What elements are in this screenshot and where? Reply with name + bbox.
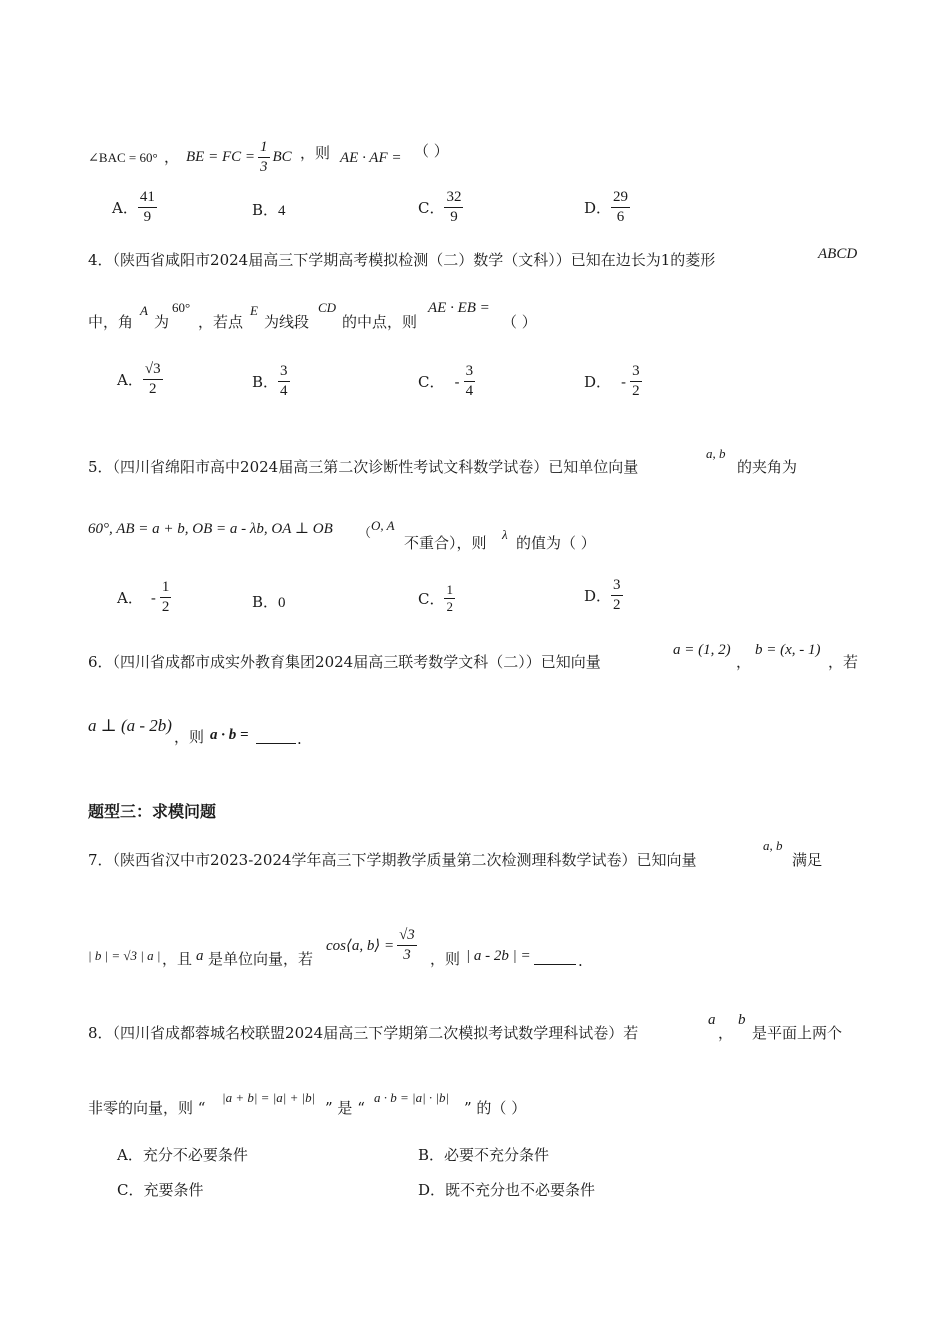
- q3-equal-condition: [186, 138, 292, 177]
- q6-vector-a: a = (1, 2): [673, 642, 731, 658]
- q8-expression-2: a · b = |a| · |b|: [374, 1090, 450, 1105]
- q3-bc: BC: [272, 149, 292, 165]
- q3-paren: （ ）: [414, 142, 449, 160]
- q6-dot-product: a · b =: [210, 727, 249, 743]
- q7-mid2: 是单位向量，若: [208, 950, 314, 968]
- q5-option-a[interactable]: A． - $\frac{1}{2}$: [117, 579, 170, 615]
- q4-stem-line1: 4．（陕西省咸阳市2024届高三下学期高考模拟检测（二）数学（文科））已知在边长为1的菱形: [88, 251, 716, 269]
- q5-option-c[interactable]: C． $\frac{1}{2}$: [418, 582, 453, 614]
- q5-condition: 60°, AB = a + b, OB = a - λb, OA ⊥ OB: [88, 521, 333, 537]
- q3-dot-expression: AE · AF =: [340, 150, 402, 166]
- q8-a-var: a: [708, 1012, 716, 1028]
- q8-option-b[interactable]: B．必要不充分条件: [418, 1146, 550, 1164]
- q7-number: 7．: [88, 851, 113, 869]
- q8-option-a[interactable]: A．充分不必要条件: [117, 1146, 248, 1164]
- q8-number: 8．: [88, 1024, 113, 1042]
- q6-perp-condition: a ⊥ (a - 2b): [88, 716, 172, 735]
- q3-option-d[interactable]: D． $\frac{29}{6}$: [584, 189, 629, 225]
- q4-option-a[interactable]: A． $\frac{√3}{2}$: [117, 361, 161, 397]
- q8-line2-b: ” 是 “: [325, 1099, 365, 1117]
- q4-dot-expression: AE · EB =: [428, 300, 490, 316]
- q7-line1-end: 满足: [792, 851, 823, 869]
- q6-vector-b: b = (x, - 1): [755, 642, 821, 658]
- q7-end: .: [578, 952, 583, 970]
- q8-line2-c: ” 的（ ）: [464, 1099, 527, 1117]
- q4-option-c[interactable]: C． - $\frac{3}{4}$: [418, 363, 474, 399]
- q7-answer-blank[interactable]: [534, 948, 576, 965]
- q5-tail: 的值为（ ）: [516, 534, 596, 552]
- q7-cos-fraction: $\frac{√3}{3}$: [399, 927, 415, 963]
- q5-number: 5．: [88, 458, 113, 476]
- q3-be-fc: BE = FC =: [186, 149, 255, 165]
- q8-option-d[interactable]: D．既不充分也不必要条件: [418, 1181, 596, 1199]
- q6-comma: ，: [736, 653, 752, 671]
- q3-separator: ，: [164, 148, 180, 166]
- q8-expression-1: |a + b| = |a| + |b|: [222, 1090, 316, 1105]
- q7-cos-expr: cos⟨a, b⟩ =: [326, 938, 395, 954]
- q4-angle-value: 60°: [172, 300, 191, 315]
- q6-number: 6．: [88, 653, 113, 671]
- q8-b-var: b: [738, 1012, 746, 1028]
- q4-text-d: 为线段: [264, 313, 310, 331]
- q5-paren-open: （: [358, 526, 372, 541]
- q8-line1-end: 是平面上两个: [752, 1024, 843, 1042]
- q8-line2-a: 非零的向量，则 “: [88, 1099, 206, 1117]
- q4-text-b: 为: [154, 313, 170, 331]
- q7-mid: ，且: [162, 950, 193, 968]
- q7-vectors-ab: a, b: [763, 838, 783, 853]
- q3-option-c[interactable]: C． $\frac{32}{9}$: [418, 189, 462, 225]
- q7-a-var: a: [196, 948, 204, 964]
- q8-option-c[interactable]: C．充要条件: [117, 1181, 204, 1199]
- q7-stem-line1: 7．（陕西省汉中市2023-2024学年高三下学期教学质量第二次检测理科数学试卷）已知向量: [88, 851, 697, 869]
- q4-text-c: ，若点: [198, 313, 244, 331]
- q5-line1-end: 的夹角为: [737, 458, 798, 476]
- q6-answer-blank[interactable]: [256, 727, 296, 744]
- q4-option-d[interactable]: D． - $\frac{3}{2}$: [584, 363, 640, 399]
- q4-point-e: E: [250, 303, 258, 318]
- q6-then: ，则: [174, 728, 205, 746]
- q3-fraction-one-third: $\frac{1}{3}$: [260, 139, 268, 175]
- q3-then: ，则: [300, 144, 331, 162]
- q5-stem-line1: 5．（四川省绵阳市高中2024届高三第二次诊断性考试文科数学试卷）已知单位向量: [88, 458, 639, 476]
- q5-points-oa: O, A: [371, 518, 395, 533]
- q4-abcd: ABCD: [818, 246, 858, 262]
- q4-segment-cd: CD: [318, 300, 337, 315]
- q8-comma: ，: [718, 1024, 734, 1042]
- q6-end: .: [297, 730, 302, 748]
- q5-vectors-ab: a, b: [706, 446, 726, 461]
- q6-ruo: ，若: [828, 653, 859, 671]
- q7-cos-condition: [326, 926, 417, 965]
- q3-angle-condition: ∠BAC = 60°: [88, 150, 158, 165]
- q3-option-b[interactable]: B．4: [252, 201, 286, 219]
- q4-paren: （ ）: [502, 313, 537, 331]
- q7-modulus-expr: | a - 2b | =: [466, 948, 531, 964]
- q8-stem-line1: 8．（四川省成都蓉城名校联盟2024届高三下学期第二次模拟考试数学理科试卷）若: [88, 1024, 639, 1042]
- section-title: 题型三：求模问题: [88, 802, 217, 821]
- q3-option-a[interactable]: A． $\frac{41}{9}$: [112, 189, 155, 225]
- q5-cond-tail: 不重合），则: [404, 534, 487, 552]
- q5-lambda: λ: [502, 527, 508, 542]
- q5-option-d[interactable]: D． $\frac{3}{2}$: [584, 577, 621, 613]
- q5-option-b[interactable]: B．0: [252, 593, 286, 611]
- q6-stem-line1: 6．（四川省成都市成实外教育集团2024届高三联考数学文科（二））已知向量: [88, 653, 601, 671]
- q4-angle-a: A: [140, 303, 148, 318]
- q4-text-a: 中，角: [88, 313, 134, 331]
- q4-text-e: 的中点，则: [342, 313, 418, 331]
- q7-condition: | b | = √3 | a |: [88, 948, 161, 963]
- q4-option-b[interactable]: B． $\frac{3}{4}$: [252, 363, 288, 399]
- q4-number: 4．: [88, 251, 113, 269]
- q7-then: ，则: [430, 950, 461, 968]
